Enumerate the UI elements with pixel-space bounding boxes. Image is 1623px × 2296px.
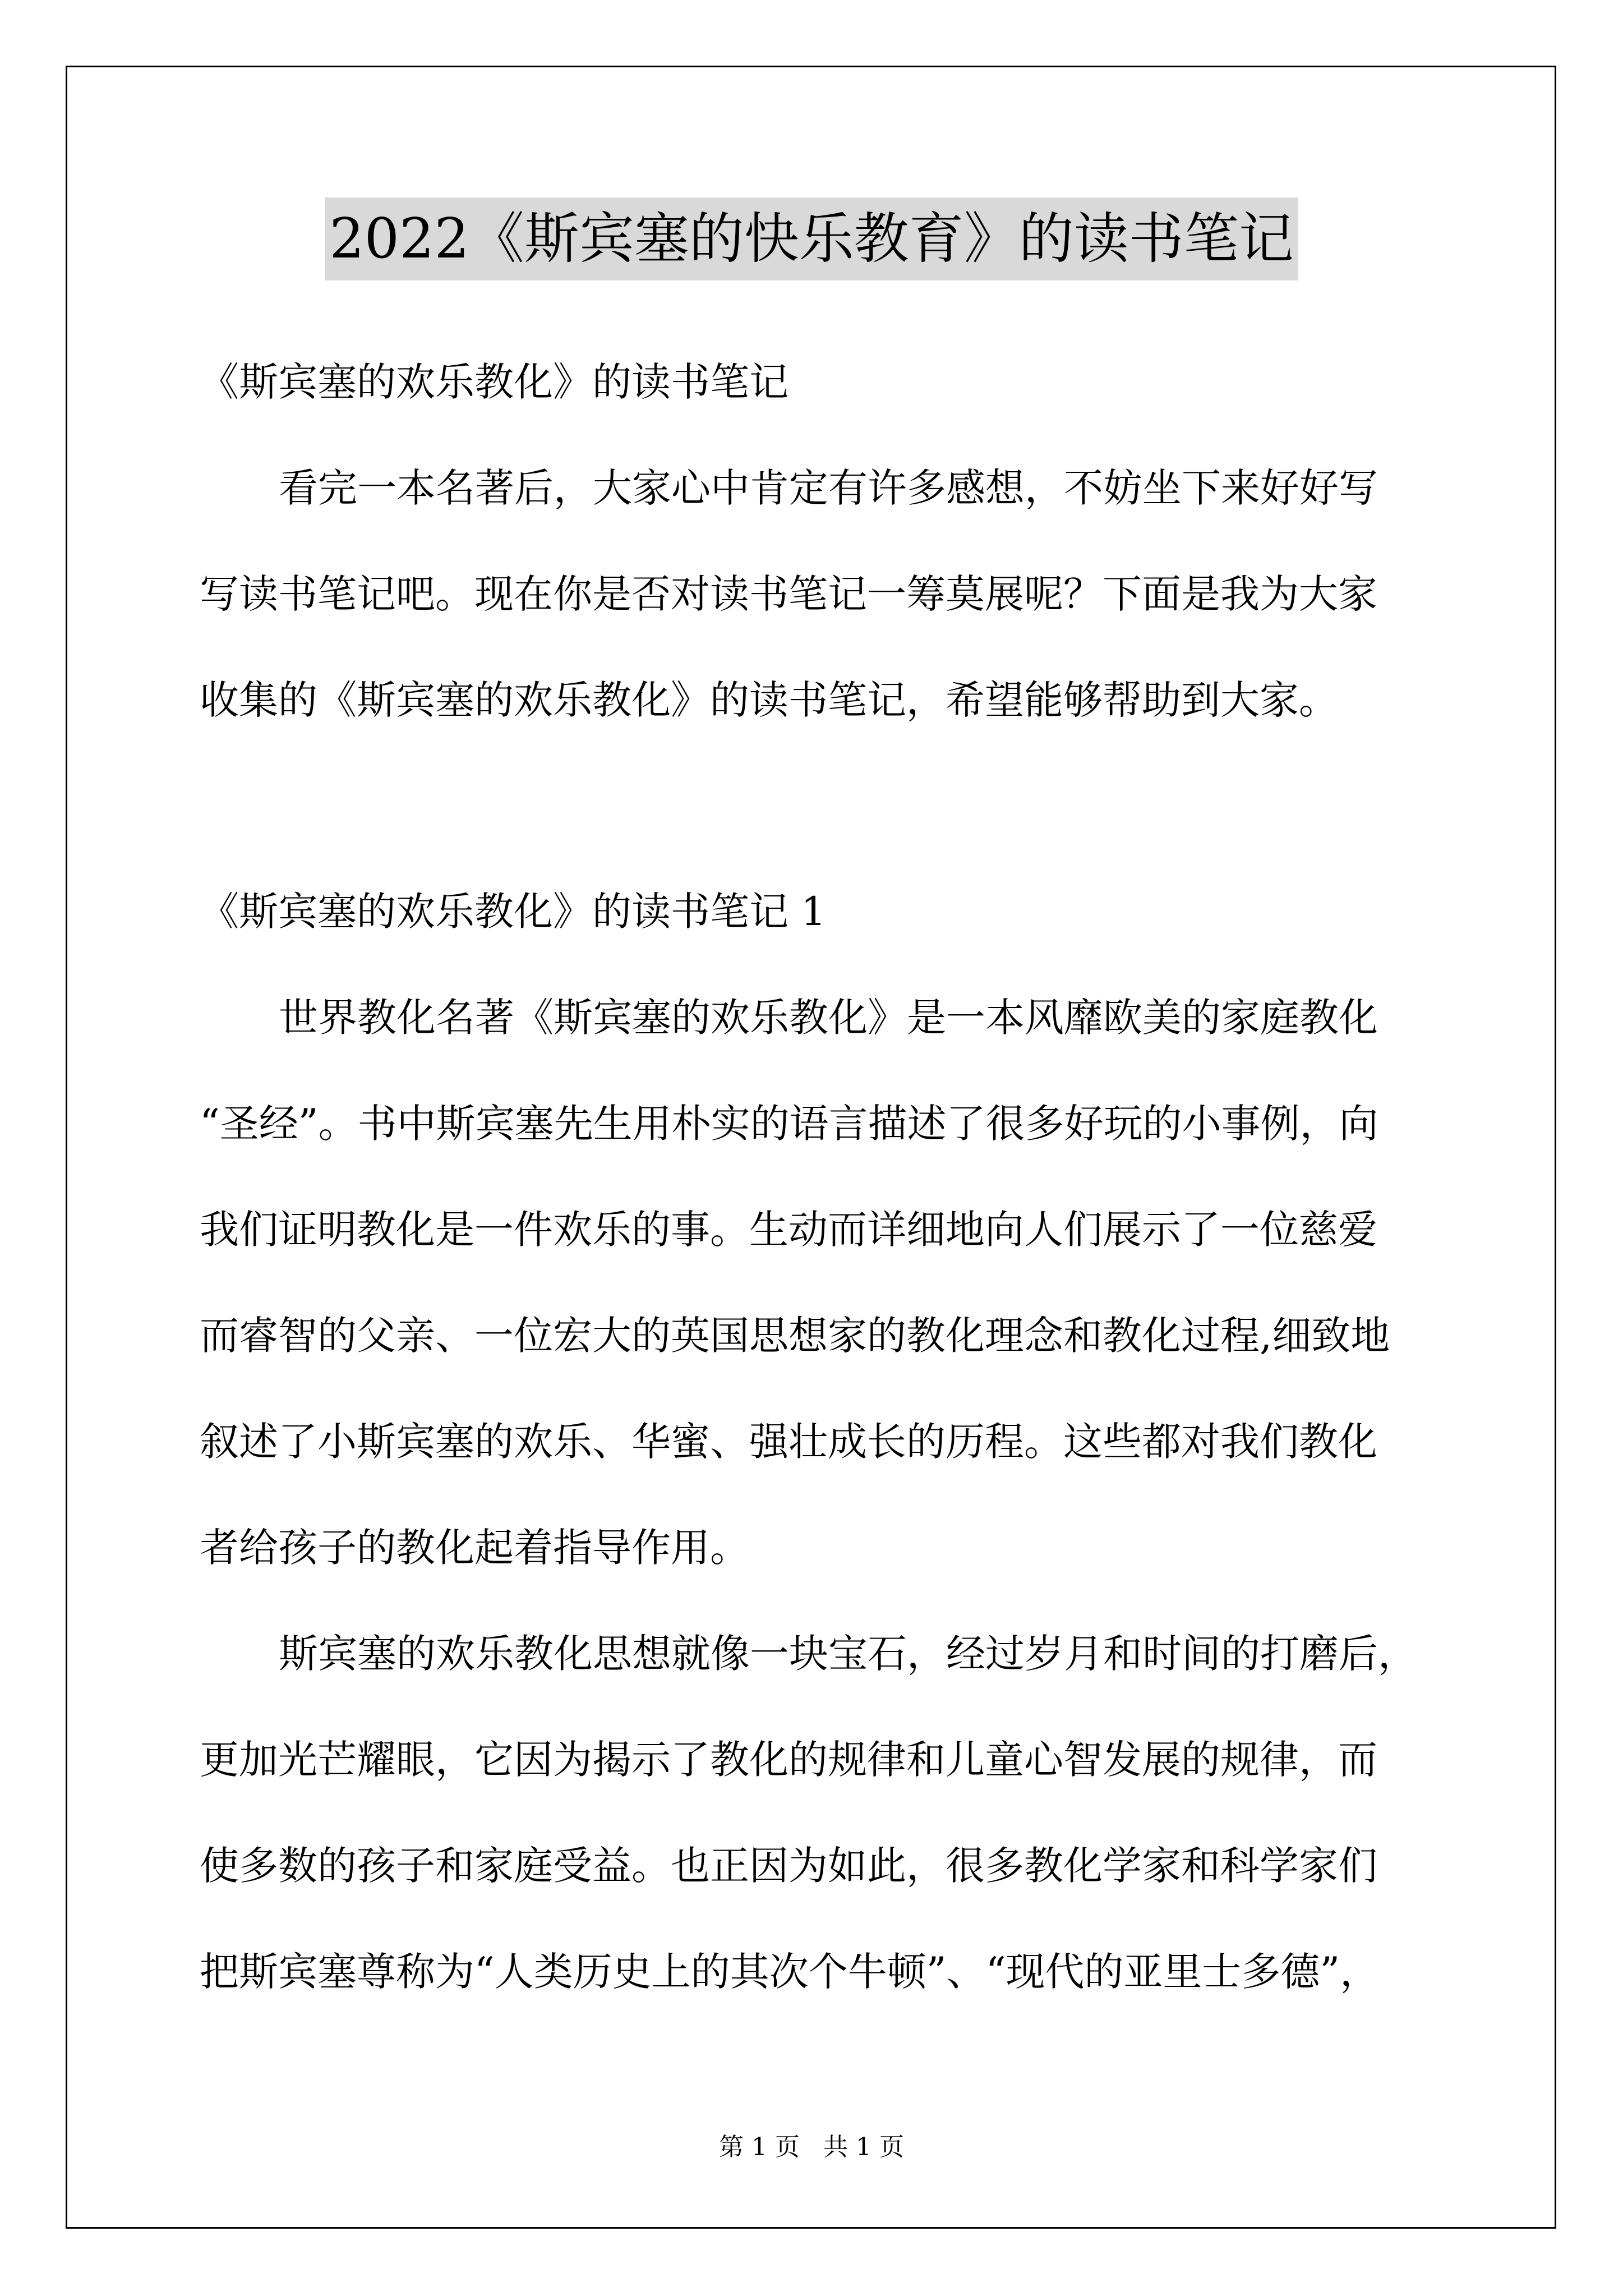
- subtitle: 《斯宾塞的欢乐教化》的读书笔记: [200, 359, 789, 405]
- intro-line-2: 写读书笔记吧。现在你是否对读书笔记一筹莫展呢？下面是我为大家: [200, 571, 1377, 617]
- paragraph1-line-5: 叙述了小斯宾塞的欢乐、华蜜、强壮成长的历程。这些都对我们教化: [200, 1419, 1377, 1465]
- paragraph2-line-4: 把斯宾塞尊称为“人类历史上的其次个牛顿”、“现代的亚里士多德”，: [200, 1949, 1380, 1995]
- document-title: 2022《斯宾塞的快乐教育》的读书笔记: [325, 197, 1298, 280]
- intro-line-1: 看完一本名著后，大家心中肯定有许多感想，不妨坐下来好好写: [279, 465, 1378, 511]
- paragraph1-line-1: 世界教化名著《斯宾塞的欢乐教化》是一本风靡欧美的家庭教化: [279, 995, 1378, 1041]
- paragraph1-line-6: 者给孩子的教化起着指导作用。: [200, 1525, 749, 1571]
- paragraph1-line-3: 我们证明教化是一件欢乐的事。生动而详细地向人们展示了一位慈爱: [200, 1207, 1377, 1253]
- intro-line-3: 收集的《斯宾塞的欢乐教化》的读书笔记，希望能够帮助到大家。: [200, 677, 1338, 723]
- paragraph2-line-2: 更加光芒耀眼，它因为揭示了教化的规律和儿童心智发展的规律，而: [200, 1737, 1377, 1783]
- paragraph1-line-4: 而睿智的父亲、一位宏大的英国思想家的教化理念和教化过程,细致地: [200, 1313, 1390, 1359]
- title-container: [0, 197, 1623, 280]
- page-footer: 第 1 页 共 1 页: [719, 2133, 904, 2161]
- section-heading: 《斯宾塞的欢乐教化》的读书笔记 1: [200, 889, 826, 935]
- paragraph1-line-2: “圣经”。书中斯宾塞先生用朴实的语言描述了很多好玩的小事例，向: [200, 1101, 1378, 1147]
- paragraph2-line-1: 斯宾塞的欢乐教化思想就像一块宝石，经过岁月和时间的打磨后，: [279, 1631, 1417, 1677]
- paragraph2-line-3: 使多数的孩子和家庭受益。也正因为如此，很多教化学家和科学家们: [200, 1843, 1377, 1889]
